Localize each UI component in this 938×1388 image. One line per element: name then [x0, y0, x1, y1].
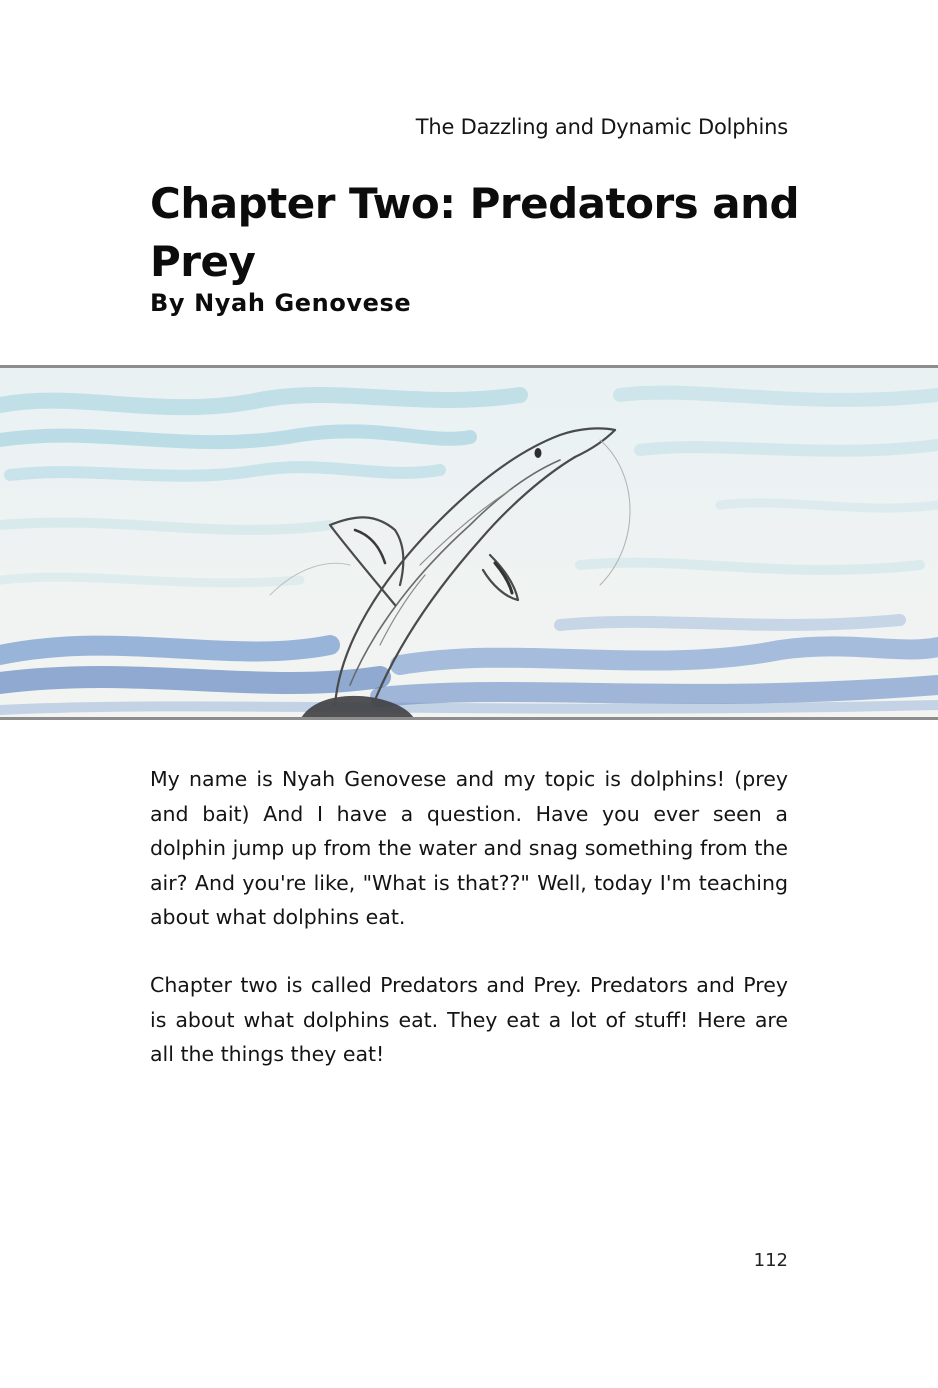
- body-paragraph-chapter: Chapter two is called Predators and Prey. Predators and Prey is about what dolphins eat. They eat a lot of stuff! Here are all the things they eat!: [150, 973, 788, 1066]
- body-paragraph-intro: My name is Nyah Genovese and my topic is dolphins! (prey and bait) And I have a question. Have you ever seen a dolphin jump up from the water and snag something from the air? And you're like, "What is that??" Well, today I'm teaching about what dolphins eat.: [150, 767, 788, 929]
- dolphin-illustration: [0, 365, 938, 720]
- page-number: 112: [753, 1250, 788, 1271]
- running-header-title: The Dazzling and Dynamic Dolphins: [415, 115, 788, 139]
- illustration-bottom-border: [0, 717, 938, 720]
- chapter-title: Chapter Two: Predators and Prey: [150, 179, 800, 286]
- illustration-top-border: [0, 365, 938, 368]
- chapter-byline: By Nyah Genovese: [150, 289, 412, 317]
